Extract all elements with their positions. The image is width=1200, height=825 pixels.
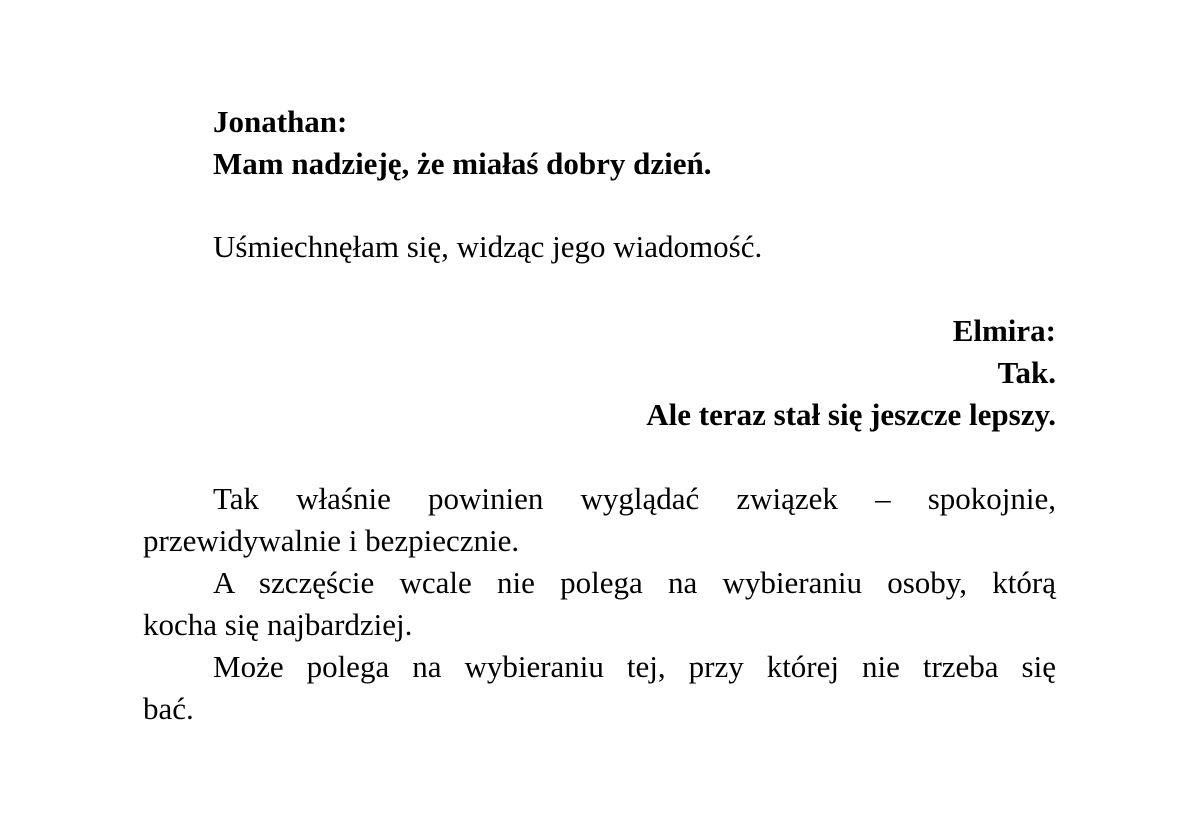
- message-line-elmira-2: Ale teraz stał się jeszcze lepszy.: [646, 397, 1056, 432]
- paragraph-2-line-1: A szczęście wcale nie polega na wybieraniu osoby, którą: [213, 565, 1056, 600]
- paragraph-1-line-1: Tak właśnie powinien wyglądać związek – spokojnie,: [213, 481, 1056, 516]
- message-line-elmira-1: Tak.: [997, 355, 1056, 390]
- paragraph-3-line-2: bać.: [143, 691, 194, 726]
- message-text-jonathan: Mam nadzieję, że miałaś dobry dzień.: [213, 146, 712, 181]
- message-sender-jonathan: Jonathan:: [213, 104, 348, 139]
- narration-line: Uśmiechnęłam się, widząc jego wiadomość.: [213, 229, 763, 264]
- paragraph-2-line-2: kocha się najbardziej.: [143, 607, 413, 642]
- paragraph-1-line-2: przewidywalnie i bezpiecznie.: [143, 523, 520, 558]
- paragraph-3-line-1: Może polega na wybieraniu tej, przy której nie trzeba się: [213, 649, 1056, 684]
- message-sender-elmira: Elmira:: [952, 313, 1056, 348]
